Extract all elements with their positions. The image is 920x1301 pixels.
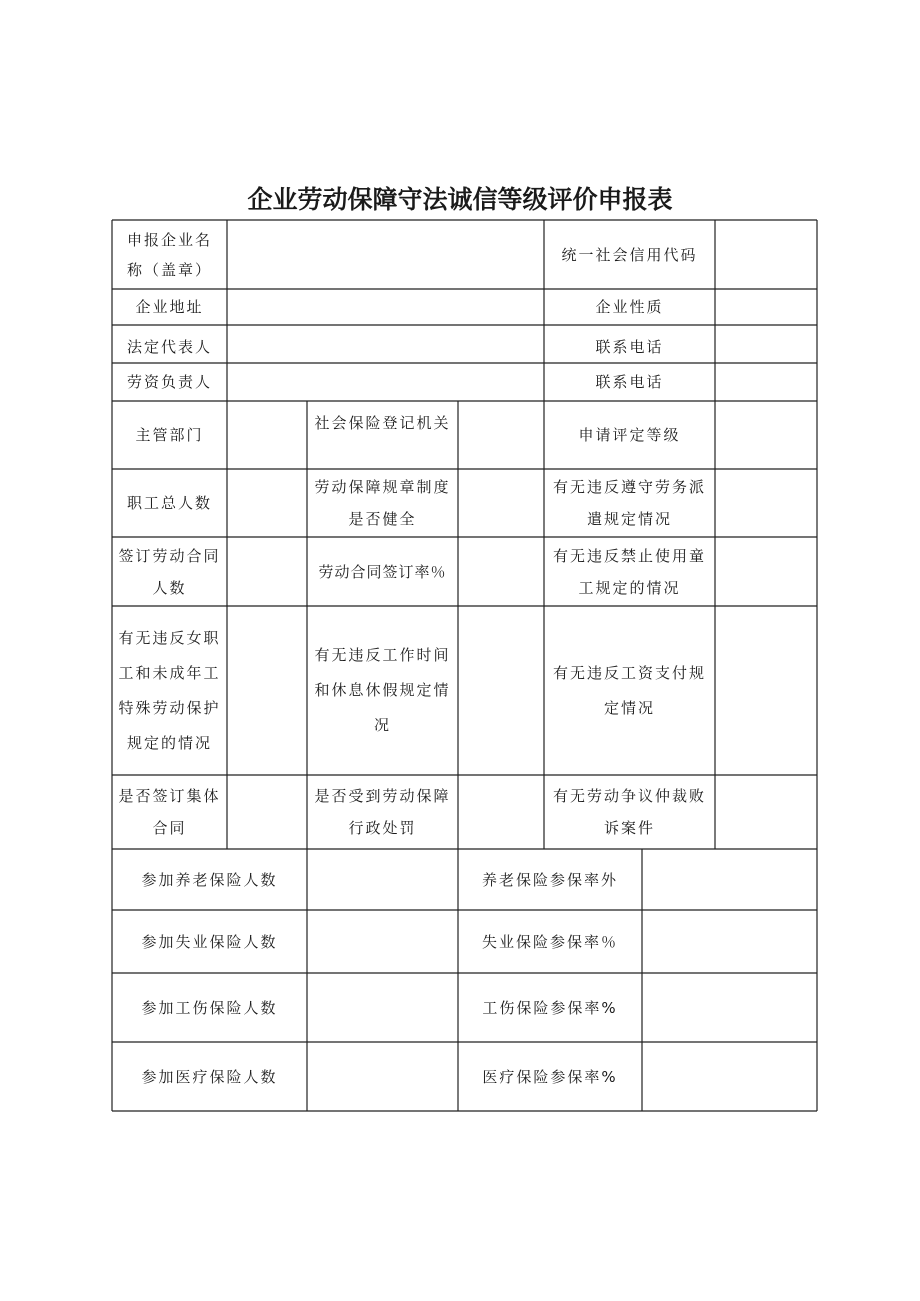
work-hours-violation-field[interactable] [458,606,544,775]
child-labor-violation-label: 有无违反禁止使用童 工规定的情况 [552,546,706,597]
requested-grade-label: 申请评定等级 [578,426,681,444]
company-name-field[interactable] [227,220,544,289]
admin-penalty-field[interactable] [458,775,544,849]
injury-count-field[interactable] [307,973,458,1042]
form-title: 企业劳动保障守法诚信等级评价申报表 [247,185,673,214]
total-employees-label: 职工总人数 [126,494,212,512]
phone-1-field[interactable] [715,325,817,363]
credit-code-field[interactable] [715,220,817,289]
legal-rep-label: 法定代表人 [126,338,212,356]
labor-wage-manager-field[interactable] [227,363,544,401]
admin-penalty-label: 是否受到劳动保障 行政处罚 [314,787,451,837]
dispatch-violation-field[interactable] [715,469,817,537]
requested-grade-field[interactable] [715,401,817,469]
company-nature-label: 企业性质 [595,298,664,316]
labor-wage-manager-label: 劳资负责人 [126,373,212,391]
medical-rate-label: 医疗保险参保率% [482,1067,618,1086]
phone-2-field[interactable] [715,363,817,401]
social-insurance-agency-field[interactable] [458,401,544,469]
contract-signed-count-label: 签订劳动合同 人数 [118,546,221,597]
pension-count-label: 参加养老保险人数 [141,870,278,889]
pension-rate-label: 养老保险参保率外 [481,870,618,889]
arbitration-cases-field[interactable] [715,775,817,849]
wage-payment-violation-label: 有无违反工资支付规 定情况 [552,663,706,717]
female-minor-protection-field[interactable] [227,606,307,775]
unemployment-rate-field[interactable] [642,910,817,973]
phone-1-label: 联系电话 [595,338,664,356]
child-labor-violation-field[interactable] [715,537,817,606]
credit-code-label: 统一社会信用代码 [561,245,698,264]
legal-rep-field[interactable] [227,325,544,363]
unemployment-count-label: 参加失业保险人数 [141,932,278,951]
company-name-label: 申报企业名 称（盖章） [126,230,212,279]
company-nature-field[interactable] [715,289,817,325]
rules-system-complete-field[interactable] [458,469,544,537]
rules-system-complete-label: 劳动保障规章制度 是否健全 [314,478,451,528]
injury-count-label: 参加工伤保险人数 [141,998,278,1017]
company-address-field[interactable] [227,289,544,325]
contract-signing-rate-label: 劳动合同签订率％ [318,562,447,581]
competent-dept-label: 主管部门 [135,426,204,444]
unemployment-rate-label: 失业保险参保率％ [481,932,618,951]
total-employees-field[interactable] [227,469,307,537]
dispatch-violation-label: 有无违反遵守劳务派 遣规定情况 [552,478,706,528]
injury-rate-field[interactable] [642,973,817,1042]
phone-2-label: 联系电话 [595,373,664,391]
collective-contract-field[interactable] [227,775,307,849]
contract-signed-count-field[interactable] [227,537,307,606]
medical-count-field[interactable] [307,1042,458,1111]
injury-rate-label: 工伤保险参保率% [482,998,618,1017]
pension-count-field[interactable] [307,849,458,910]
contract-signing-rate-field[interactable] [458,537,544,606]
work-hours-violation-label: 有无违反工作时间 和休息休假规定情 况 [314,646,451,734]
wage-payment-violation-field[interactable] [715,606,817,775]
unemployment-count-field[interactable] [307,910,458,973]
collective-contract-label: 是否签订集体 合同 [118,787,221,837]
medical-count-label: 参加医疗保险人数 [141,1067,278,1086]
female-minor-protection-label: 有无违反女职 工和未成年工 特殊劳动保护 规定的情况 [118,628,221,752]
arbitration-cases-label: 有无劳动争议仲裁败 诉案件 [552,787,706,837]
medical-rate-field[interactable] [642,1042,817,1111]
pension-rate-field[interactable] [642,849,817,910]
competent-dept-field[interactable] [227,401,307,469]
company-address-label: 企业地址 [135,298,204,316]
social-insurance-agency-label: 社会保险登记机关 [314,414,451,432]
